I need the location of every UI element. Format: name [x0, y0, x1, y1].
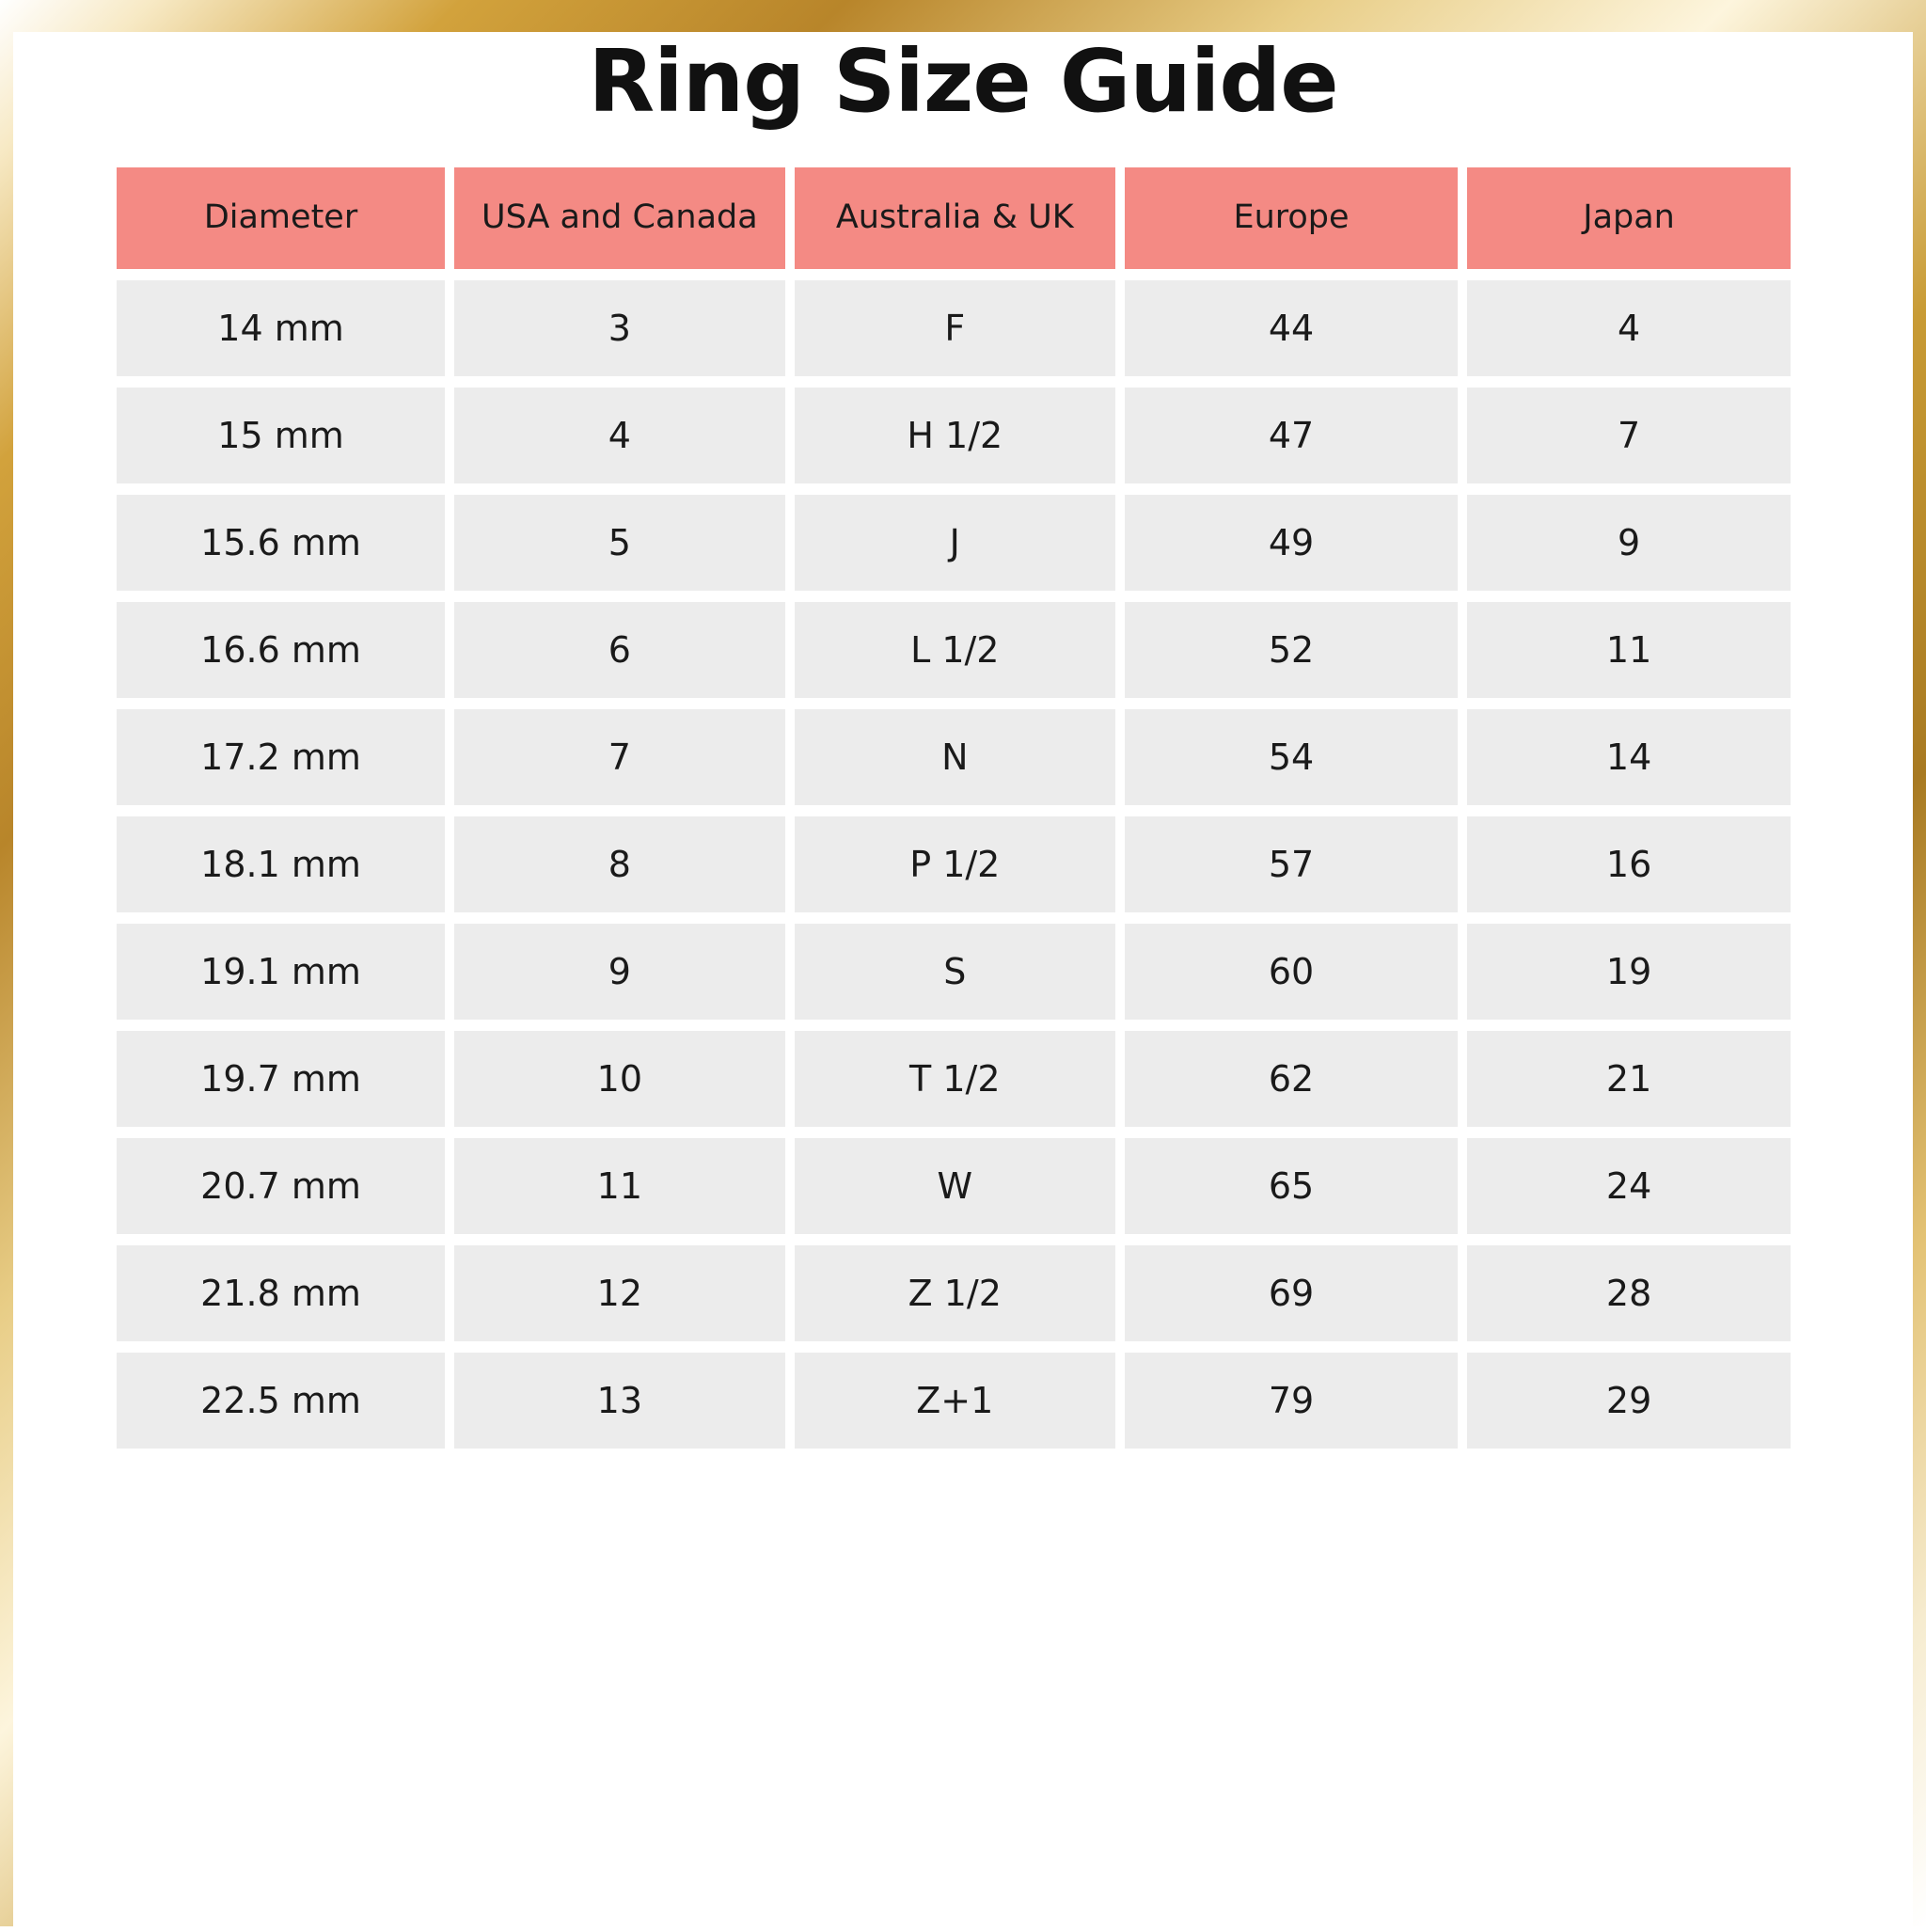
cell-australia-uk: L 1/2: [795, 602, 1115, 698]
cell-diameter: 19.1 mm: [117, 924, 445, 1020]
table-row: [117, 602, 1791, 698]
cell-europe: 69: [1125, 1245, 1458, 1341]
cell-diameter: 14 mm: [117, 280, 445, 376]
ring-size-table: [107, 156, 1800, 1460]
table-body: [117, 280, 1791, 1449]
cell-japan: 4: [1467, 280, 1791, 376]
cell-europe: 52: [1125, 602, 1458, 698]
cell-australia-uk: Z 1/2: [795, 1245, 1115, 1341]
cell-europe: 60: [1125, 924, 1458, 1020]
cell-diameter: 15.6 mm: [117, 495, 445, 591]
cell-japan: 28: [1467, 1245, 1791, 1341]
column-header-europe: Europe: [1125, 167, 1458, 269]
cell-australia-uk: S: [795, 924, 1115, 1020]
cell-europe: 49: [1125, 495, 1458, 591]
table-row: [117, 388, 1791, 483]
cell-europe: 65: [1125, 1138, 1458, 1234]
cell-japan: 21: [1467, 1031, 1791, 1127]
cell-usa-canada: 6: [454, 602, 785, 698]
cell-australia-uk: N: [795, 709, 1115, 805]
cell-usa-canada: 3: [454, 280, 785, 376]
cell-usa-canada: 9: [454, 924, 785, 1020]
cell-australia-uk: F: [795, 280, 1115, 376]
table-row: [117, 709, 1791, 805]
cell-europe: 47: [1125, 388, 1458, 483]
table-row: [117, 924, 1791, 1020]
page-content: [13, 32, 1913, 1932]
cell-europe: 79: [1125, 1353, 1458, 1449]
table-row: [117, 1031, 1791, 1127]
cell-europe: 54: [1125, 709, 1458, 805]
cell-australia-uk: T 1/2: [795, 1031, 1115, 1127]
cell-japan: 29: [1467, 1353, 1791, 1449]
cell-diameter: 22.5 mm: [117, 1353, 445, 1449]
cell-australia-uk: P 1/2: [795, 816, 1115, 912]
page-title: Ring Size Guide: [588, 31, 1338, 132]
cell-japan: 16: [1467, 816, 1791, 912]
ring-size-table-container: [107, 156, 1800, 1460]
cell-usa-canada: 11: [454, 1138, 785, 1234]
cell-usa-canada: 4: [454, 388, 785, 483]
column-header-usa-canada: USA and Canada: [454, 167, 785, 269]
cell-europe: 62: [1125, 1031, 1458, 1127]
table-header-row: [117, 167, 1791, 269]
cell-usa-canada: 12: [454, 1245, 785, 1341]
cell-japan: 11: [1467, 602, 1791, 698]
table-header: [117, 167, 1791, 269]
cell-usa-canada: 13: [454, 1353, 785, 1449]
cell-europe: 44: [1125, 280, 1458, 376]
cell-australia-uk: Z+1: [795, 1353, 1115, 1449]
cell-diameter: 16.6 mm: [117, 602, 445, 698]
column-header-australia-uk: Australia & UK: [795, 167, 1115, 269]
cell-europe: 57: [1125, 816, 1458, 912]
table-row: [117, 1138, 1791, 1234]
cell-usa-canada: 7: [454, 709, 785, 805]
table-row: [117, 280, 1791, 376]
table-row: [117, 1245, 1791, 1341]
cell-australia-uk: J: [795, 495, 1115, 591]
cell-australia-uk: W: [795, 1138, 1115, 1234]
cell-diameter: 15 mm: [117, 388, 445, 483]
cell-japan: 24: [1467, 1138, 1791, 1234]
cell-usa-canada: 10: [454, 1031, 785, 1127]
table-row: [117, 1353, 1791, 1449]
table-row: [117, 816, 1791, 912]
column-header-japan: Japan: [1467, 167, 1791, 269]
cell-usa-canada: 8: [454, 816, 785, 912]
cell-japan: 14: [1467, 709, 1791, 805]
cell-diameter: 18.1 mm: [117, 816, 445, 912]
cell-diameter: 19.7 mm: [117, 1031, 445, 1127]
cell-japan: 19: [1467, 924, 1791, 1020]
cell-diameter: 20.7 mm: [117, 1138, 445, 1234]
cell-japan: 9: [1467, 495, 1791, 591]
column-header-diameter: Diameter: [117, 167, 445, 269]
cell-diameter: 17.2 mm: [117, 709, 445, 805]
cell-diameter: 21.8 mm: [117, 1245, 445, 1341]
cell-japan: 7: [1467, 388, 1791, 483]
table-row: [117, 495, 1791, 591]
cell-australia-uk: H 1/2: [795, 388, 1115, 483]
cell-usa-canada: 5: [454, 495, 785, 591]
